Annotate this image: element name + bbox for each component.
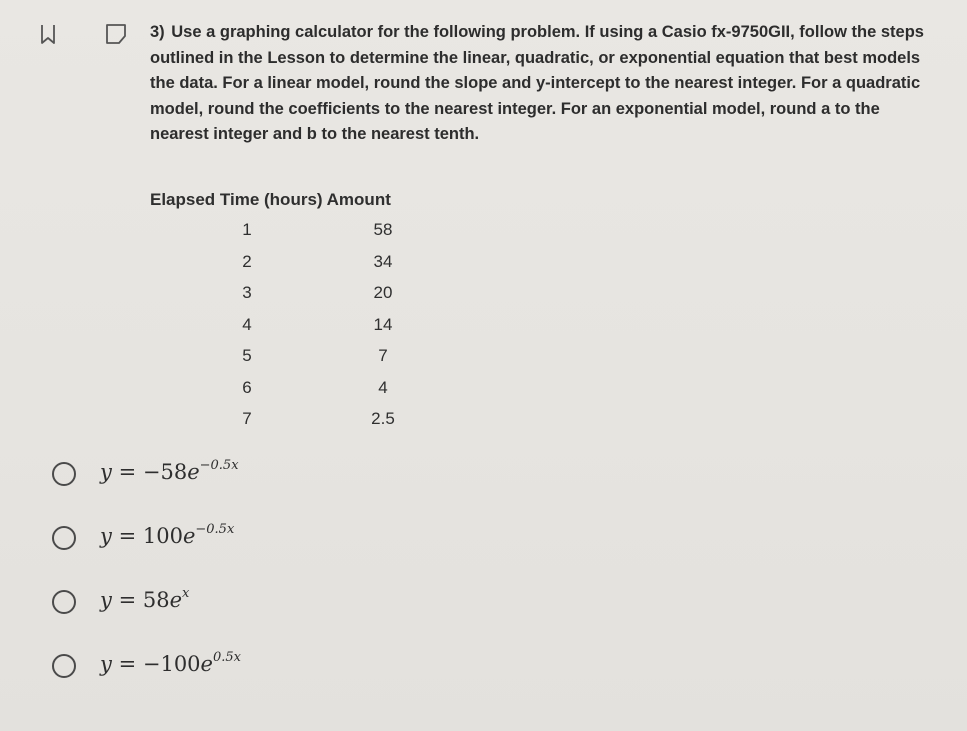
formula-lhs: y xyxy=(100,588,112,612)
formula-exponent: −0.5x xyxy=(199,458,239,473)
table-header xyxy=(150,186,391,214)
cell-amount: 34 xyxy=(373,251,393,271)
radio-button[interactable] xyxy=(52,590,76,614)
formula-lhs: y xyxy=(100,524,112,548)
option-formula xyxy=(100,586,189,612)
table-row xyxy=(150,340,391,372)
option-formula xyxy=(100,522,234,548)
header-amount: Amount xyxy=(326,190,391,209)
table-row xyxy=(150,309,391,341)
flag-icon[interactable] xyxy=(106,24,126,44)
formula-coefficient: 100 xyxy=(142,524,183,548)
table-row xyxy=(150,372,391,404)
formula-coefficient: −100 xyxy=(142,652,201,676)
formula-base: e xyxy=(187,460,200,484)
table-row xyxy=(150,277,391,309)
data-table xyxy=(150,186,395,435)
question-text: Use a graphing calculator for the following problem. If using a Casio fx-9750GII, follow the steps outlined in the Lesson to determine the linear, quadratic, or exponential equation that best models the data. For a linear model, round the slope and y-intercept to the nearest integer. For a quadratic model, round the coefficients to the nearest integer. For an exponential model, round a to the nearest integer and b to the nearest tenth. xyxy=(150,23,924,143)
cell-time: 5 xyxy=(242,346,252,365)
option-formula xyxy=(100,458,239,484)
formula-exponent: −0.5x xyxy=(195,522,235,537)
formula-equals: = xyxy=(118,460,137,484)
cell-time: 6 xyxy=(242,377,252,397)
formula-equals: = xyxy=(118,588,137,612)
cell-amount: 58 xyxy=(373,220,393,239)
cell-amount: 7 xyxy=(378,346,388,365)
cell-amount: 14 xyxy=(373,314,393,334)
cell-time: 3 xyxy=(242,283,252,302)
cell-amount: 20 xyxy=(373,283,393,302)
formula-lhs: y xyxy=(100,460,112,484)
option-formula xyxy=(100,650,241,676)
bookmark-icon[interactable] xyxy=(40,24,56,44)
header-elapsed-time: Elapsed Time (hours) xyxy=(150,190,323,209)
question-prompt xyxy=(150,20,940,148)
question-number: 3) xyxy=(150,23,165,41)
formula-lhs: y xyxy=(100,652,112,676)
formula-exponent: 0.5x xyxy=(212,650,241,665)
cell-amount: 4 xyxy=(378,377,388,397)
table-row xyxy=(150,246,391,278)
formula-exponent: x xyxy=(182,586,190,601)
cell-time: 2 xyxy=(242,251,252,271)
table-row xyxy=(150,403,395,435)
formula-base: e xyxy=(200,652,213,676)
cell-time: 4 xyxy=(242,314,252,334)
radio-button[interactable] xyxy=(52,526,76,550)
cell-time: 7 xyxy=(242,409,252,428)
formula-base: e xyxy=(169,588,183,612)
formula-coefficient: −58 xyxy=(142,460,188,484)
radio-button[interactable] xyxy=(52,654,76,678)
cell-time: 1 xyxy=(242,220,252,239)
formula-coefficient: 58 xyxy=(142,588,170,612)
radio-button[interactable] xyxy=(52,462,76,486)
formula-equals: = xyxy=(118,524,137,548)
formula-base: e xyxy=(182,524,196,548)
formula-equals: = xyxy=(118,652,137,676)
cell-amount: 2.5 xyxy=(371,409,395,428)
table-row xyxy=(150,214,391,246)
